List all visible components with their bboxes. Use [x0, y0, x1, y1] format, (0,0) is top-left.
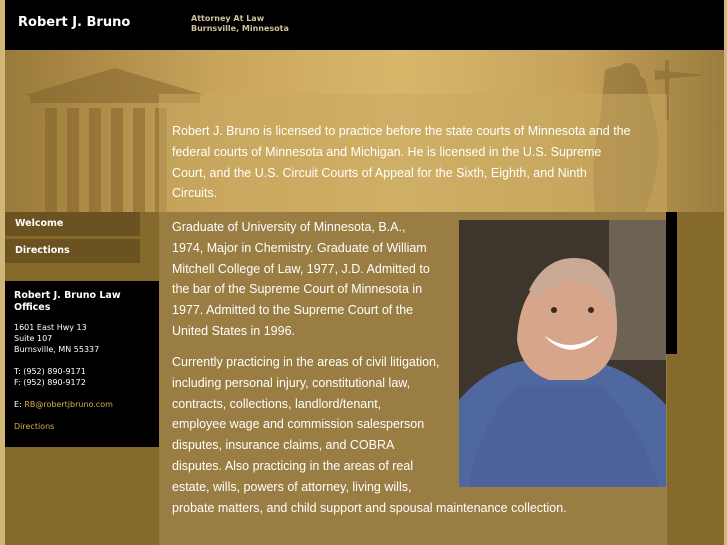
contact-box [5, 281, 159, 447]
text-line: contracts, collections, landlord/tenant, [172, 396, 382, 411]
text-line: disputes, insurance claims, and COBRA [172, 438, 395, 453]
site-name[interactable]: Robert J. Bruno [18, 15, 131, 30]
tagline [191, 14, 289, 34]
fax-number: F: (952) 890-9172 [14, 378, 86, 387]
text-line: Currently practicing in the areas of civil litigation, [172, 355, 440, 369]
text-line: probate matters, and child support and spousal maintenance collection. [172, 500, 567, 515]
tagline-title: Attorney At Law [191, 14, 265, 23]
phone-number: T: (952) 890-9171 [14, 367, 86, 376]
text-line: Court, and the U.S. Circuit Courts of Appeal for the Sixth, Eighth, and Ninth [172, 165, 587, 180]
text-line: including personal injury, constitutional law, [172, 375, 411, 390]
photo-frame-edge [666, 212, 677, 354]
directions-link[interactable]: Directions [14, 422, 55, 431]
text-line: Robert J. Bruno is licensed to practice before the state courts of Minnesota and the [172, 124, 631, 138]
text-line: estate, wills, powers of attorney, living wills, [172, 479, 412, 494]
attorney-photo [459, 220, 666, 487]
text-line: employee wage and commission salesperson [172, 417, 425, 432]
text-line: 1974, Major in Chemistry. Graduate of William [172, 240, 427, 255]
nav-item-welcome[interactable]: Welcome [5, 212, 140, 236]
text-line: federal courts of Minnesota and Michigan. He is licensed in the U.S. Supreme [172, 144, 602, 159]
text-line: disputes. Also practicing in the areas of real [172, 458, 414, 473]
nav-item-directions[interactable]: Directions [5, 239, 140, 263]
text-line: Graduate of University of Minnesota, B.A., [172, 220, 406, 234]
site-header [5, 0, 724, 50]
email-link[interactable]: RB@robertjbruno.com [24, 400, 113, 409]
email-label: E: [14, 400, 25, 409]
text-line: Circuits. [172, 186, 218, 201]
address-line-1: 1601 East Hwy 13 [14, 323, 87, 332]
text-line: 1977. Admitted to the Supreme Court of the [172, 303, 414, 318]
education-paragraph [172, 217, 430, 342]
firm-name: Robert J. Bruno Law Offices [14, 290, 121, 313]
text-line: the bar of the Supreme Court of Minnesota in [172, 282, 423, 297]
tagline-location: Burnsville, Minnesota [191, 24, 289, 33]
email-row [14, 399, 150, 410]
text-line: Mitchell College of Law, 1977, J.D. Admitted to [172, 261, 430, 276]
text-line: United States in 1996. [172, 323, 295, 338]
address-line-3: Burnsville, MN 55337 [14, 345, 100, 354]
licensing-paragraph [172, 121, 631, 204]
portrait-illustration [459, 220, 666, 487]
address-line-2: Suite 107 [14, 334, 53, 343]
